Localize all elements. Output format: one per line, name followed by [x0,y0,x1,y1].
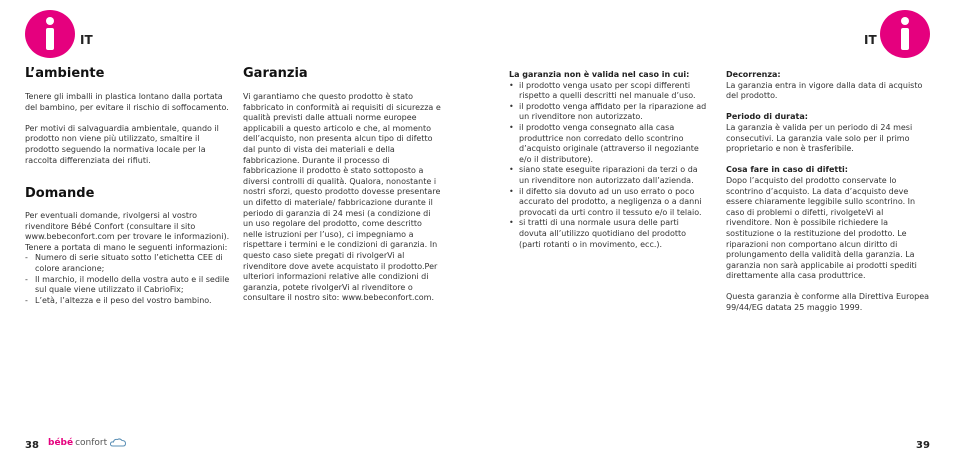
list-item: - Numero di serie situato sotto l’etichetta CEE di colore arancione; [25,253,230,274]
terms-section [726,70,931,314]
non-valida-section [509,70,709,250]
language-label-right: IT [864,33,877,47]
ambiente-paragraph-1: Tenere gli imballi in plastica lontano dalla portata del bambino, per evitare il rischio di soffocamento. [25,92,229,112]
language-label-left: IT [80,33,93,47]
ambiente-paragraph-2: Per motivi di salvaguardia ambientale, quando il prodotto non viene più utilizzato, smaltire il prodotto seguendo la normativa locale per la raccolta differenziata dei rifiuti. [25,123,219,165]
cloud-logo-icon [109,437,127,448]
list-item: • il prodotto venga affidato per la riparazione ad un rivenditore non autorizzato. [509,102,709,123]
ambiente-heading: L’ambiente [25,66,105,81]
page-number-right: 39 [916,440,930,451]
decorrenza-paragraph: La garanzia entra in vigore dalla data di acquisto del prodotto. [726,80,923,101]
page-number-left: 38 [25,440,39,451]
garanzia-heading: Garanzia [243,66,308,81]
periodo-paragraph: La garanzia è valida per un periodo di 24 mesi consecutivi. La garanzia vale solo per il primo proprietario e non è trasferibile. [726,122,913,154]
difetti-heading: Cosa fare in caso di difetti: [726,165,848,175]
garanzia-section [243,92,443,304]
list-item: - L’età, l’altezza e il peso del vostro bambino. [25,296,230,307]
domande-paragraph: Per eventuali domande, rivolgersi al vostro rivenditore Bébé Confort (consultare il sito www.bebeconfort.com per trovare le informazioni). Tenere a portata di mano le seguenti informazioni: [25,211,230,252]
periodo-heading: Periodo di durata: [726,112,808,122]
info-icon [25,10,75,58]
list-item: • si tratti di una normale usura delle parti dovuta all’utilizzo quotidiano del prodotto (parti rotanti o in movimento, ecc.). [509,218,709,250]
list-item: - Il marchio, il modello della vostra auto e il sedile sul quale viene utilizzato il CabrioFix; [25,275,230,296]
list-item: • il prodotto venga consegnato alla casa produttrice non corredato dello scontrino d’acquisto originale (attraverso il negoziante e/o il distributore). [509,123,709,165]
brand-logo [48,437,127,448]
list-item: • il difetto sia dovuto ad un uso errato o poco accurato del prodotto, a negligenza o a danni provocati da urti contro il tessuto e/o il telaio. [509,187,709,219]
ambiente-section [25,92,230,166]
info-icon [880,10,930,58]
domande-list [25,253,230,306]
domande-heading: Domande [25,186,95,201]
list-item: • il prodotto venga usato per scopi differenti rispetto a quelli descritti nel manuale d’uso. [509,81,709,102]
non-valida-list [509,81,709,251]
brand-part-2: confort [75,437,108,448]
difetti-paragraph: Dopo l’acquisto del prodotto conservate lo scontrino d’acquisto. La data d’acquisto deve essere chiaramente leggibile sullo scontrino. In caso di problemi o difetti, rivolgeteVi al rivenditore. Non è possibile richiedere la sostituzione o la restituzione del prodotto. Le riparazioni non comportano alcun diritto di prolungamento della validità della garanzia. La garanzia non sarà applicabile ai prodotti spediti direttamente alla casa produttrice. [726,175,917,281]
direttiva-paragraph: Questa garanzia è conforme alla Direttiva Europea 99/44/EG datata 25 maggio 1999. [726,292,930,313]
non-valida-heading: La garanzia non è valida nel caso in cui: [509,70,690,79]
brand-part-1: bébé [48,437,74,448]
decorrenza-heading: Decorrenza: [726,70,781,79]
garanzia-paragraph: Vi garantiamo che questo prodotto è stato fabbricato in conformità ai requisiti di sicurezza e qualità previsti dalle attuali norme europee applicabili a questo articolo e che, al momento dell’acquisto, non presenta alcun tipo di difetto dal punto di vista dei materiali e della fabbricazione. Durante il processo di fabbricazione il prodotto è stato sottoposto a diversi controlli di qualità. Qualora, nonostante i nostri sforzi, questo prodotto dovesse presentare un difetto di materiale/ fabbricazione durante il periodo di garanzia di 24 mesi (a condizione di un uso regolare del prodotto, come descritto nelle istruzioni per l’uso), ci impegniamo a rispettare i termini e le condizioni di garanzia. In questo caso siete pregati di rivolgerVi al rivenditore dove avete acquistato il prodotto.Per ulteriori informazioni relative alle condizioni di garanzia, potete rivolgerVi al rivenditore o consultare il nostro sito: www.bebeconfort.com. [243,92,441,303]
list-item: • siano state eseguite riparazioni da terzi o da un rivenditore non autorizzato dall’azienda. [509,165,709,186]
domande-section [25,211,230,306]
